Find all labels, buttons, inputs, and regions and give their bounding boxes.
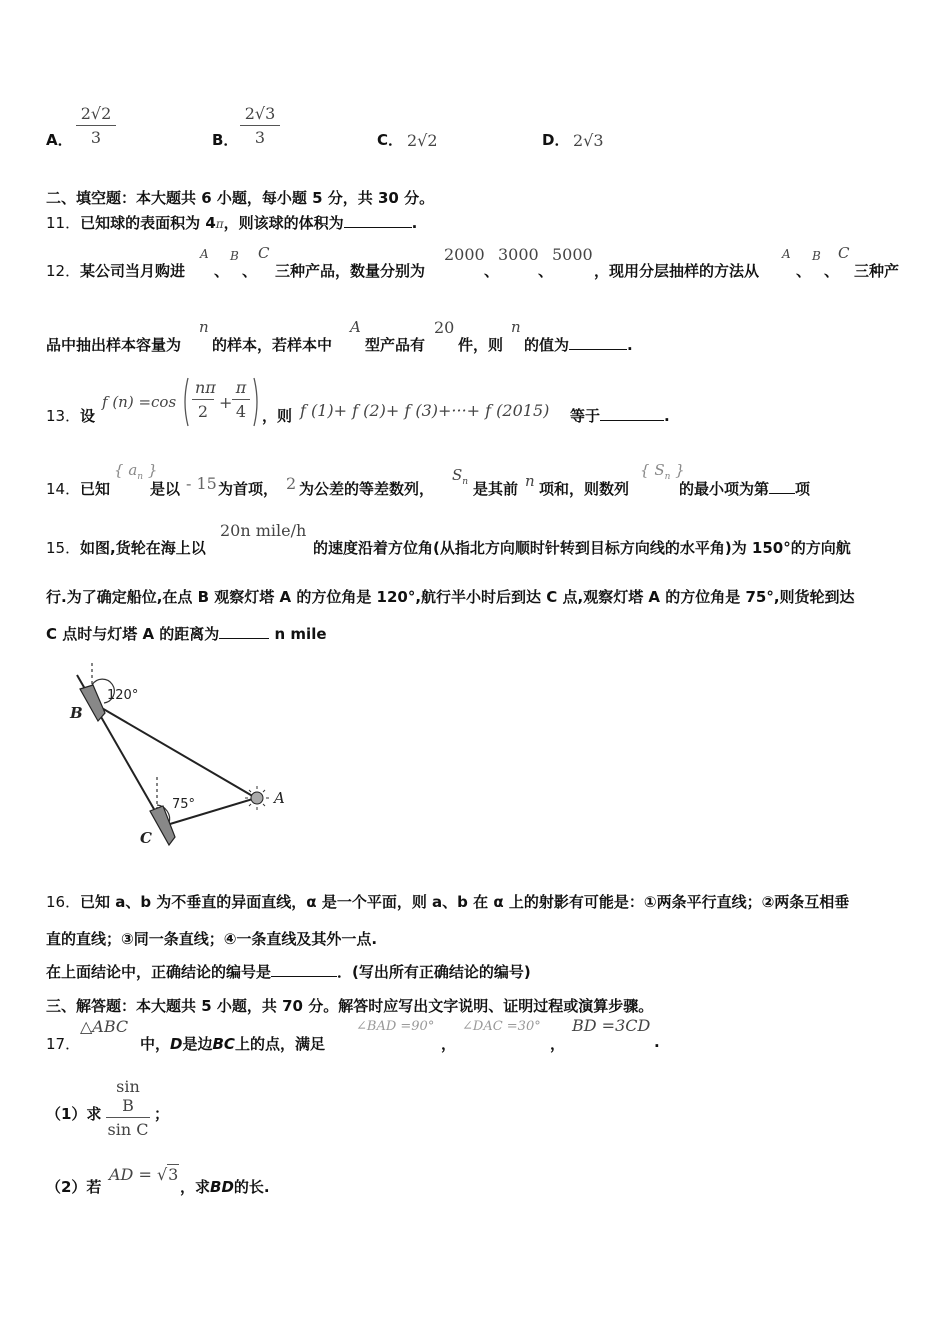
- option-b-denominator: 3: [254, 128, 266, 147]
- q14-text-1: 已知: [80, 480, 111, 498]
- q12-text-1: 某公司当月购进: [80, 262, 186, 280]
- product-b: B: [812, 249, 821, 263]
- answer-blank[interactable]: [569, 335, 627, 350]
- q16-text-3-label: 在上面结论中，正确结论的编号是: [46, 963, 272, 981]
- question-number: 11．: [46, 214, 81, 232]
- q14-text-5: 是其前: [473, 480, 519, 498]
- q17-text-3: 上的点，满足: [234, 1035, 325, 1053]
- sequence-s-n: { $S_n$ }: [640, 461, 685, 482]
- ad-length: [109, 1164, 179, 1184]
- denominator-sin-c: sin C: [107, 1120, 149, 1139]
- sight-line-ba: [100, 707, 256, 798]
- left-paren: [180, 376, 190, 428]
- q14-text-3: 为首项，: [218, 480, 279, 498]
- q13-text-3-label: 等于: [570, 407, 601, 425]
- quantity-5000: 5000: [552, 245, 593, 264]
- sample-size-n: n: [511, 318, 521, 336]
- condition-dac-30: ∠DAC =30°: [462, 1019, 541, 1034]
- s: S: [654, 461, 665, 479]
- sequence-a-n: { $a_n$ }: [114, 461, 158, 482]
- product-a: A: [782, 247, 791, 261]
- option-c-value: 2√2: [407, 131, 438, 150]
- question-11: [46, 212, 417, 233]
- denominator: 2: [197, 402, 209, 421]
- q13-text-1: 设: [80, 407, 96, 425]
- product-c: C: [258, 244, 270, 262]
- q17-text-1: 中，: [140, 1035, 171, 1053]
- function-definition: f (n) =cos: [102, 393, 177, 411]
- q16-text-3: [46, 961, 531, 982]
- plus-sign: +: [219, 393, 233, 412]
- numerator: nπ: [195, 378, 216, 397]
- common-difference: 2: [286, 474, 297, 493]
- sample-size-n: n: [199, 318, 209, 336]
- period: .: [654, 1033, 660, 1051]
- numerator: π: [235, 378, 247, 397]
- q17-part-1: （1）求: [46, 1105, 102, 1123]
- n-variable: n: [525, 472, 535, 490]
- answer-blank[interactable]: [600, 406, 664, 421]
- q17-text: [140, 1033, 325, 1054]
- segment-bd: BD: [210, 1178, 234, 1196]
- q11-text: 已知球的表面积为 4: [80, 214, 216, 232]
- a: a: [128, 461, 138, 479]
- q13-text-2: ，则: [262, 407, 293, 425]
- separator: 、: [538, 262, 554, 280]
- q12-text-9: [524, 334, 633, 355]
- angle-label-75: 75°: [172, 797, 196, 812]
- option-b-fraction: [240, 104, 280, 147]
- option-a-denominator: 3: [90, 128, 102, 147]
- q14-text-2: 是以: [150, 480, 181, 498]
- option-a-fraction: [76, 104, 116, 147]
- q13-number: 13．: [46, 407, 81, 425]
- q12-text-7: 型产品有: [365, 336, 426, 354]
- speed: 20n mile/h: [220, 521, 307, 540]
- condition-bd-3cd: BD =3CD: [572, 1016, 651, 1035]
- lighthouse-icon: [251, 792, 263, 804]
- answer-blank[interactable]: [271, 962, 337, 977]
- q14-number: 14．: [46, 480, 81, 498]
- q12-text-5: 品中抽出样本容量为: [46, 336, 182, 354]
- fraction-pi-over-4: [232, 378, 250, 421]
- option-a-numerator: 2√2: [80, 104, 112, 123]
- q15-text-4: [46, 623, 327, 644]
- q14-text-8: 项: [795, 480, 811, 498]
- denominator: 4: [235, 402, 247, 421]
- q17-text-2: 是边: [182, 1035, 213, 1053]
- product-c: C: [838, 244, 850, 262]
- q16-text-4: ．(写出所有正确结论的编号): [337, 963, 531, 981]
- q12-text-3: ，现用分层抽样的方法从: [594, 262, 760, 280]
- ad-equals: AD =: [109, 1165, 152, 1184]
- q12-text-6: 的样本，若样本中: [212, 336, 333, 354]
- q14-text-7-label: 的最小项为第: [679, 480, 770, 498]
- point-label-b: B: [70, 704, 83, 722]
- angle-label-120: 120°: [107, 688, 139, 703]
- q16-text-1: 已知 a、b 为不垂直的异面直线，α 是一个平面，则 a、b 在 α 上的射影有可能是：①两条平行直线；②两条互相垂: [80, 893, 850, 911]
- q14-text-4: 为公差的等差数列，: [299, 480, 435, 498]
- sum-expression: f (1)+ f (2)+ f (3)+···+ f (2015): [300, 401, 550, 420]
- q15-number: 15．: [46, 539, 81, 557]
- ship-b-icon: [80, 685, 105, 721]
- pi-symbol: π: [215, 217, 224, 231]
- condition-bad-90: ∠BAD =90°: [356, 1019, 435, 1034]
- separator: 、: [484, 262, 500, 280]
- separator: 、: [242, 262, 258, 280]
- option-d-value: 2√3: [573, 131, 604, 150]
- q12-text-2: 三种产品，数量分别为: [275, 262, 426, 280]
- product-b: B: [230, 249, 239, 263]
- q15-text-1: 如图,货轮在海上以: [80, 539, 206, 557]
- q17-number: 17．: [46, 1035, 81, 1053]
- q15-text-4-label: C 点时与灯塔 A 的距离为: [46, 625, 220, 643]
- q15-text-3: 行.为了确定船位,在点 B 观察灯塔 A 的方位角是 120°,航行半小时后到达 C 点,观察灯塔 A 的方位角是 75°,则货轮到达: [46, 588, 855, 606]
- period: .: [664, 407, 670, 425]
- q16-number: 16．: [46, 893, 81, 911]
- q17-part-2: （2）若: [46, 1178, 102, 1196]
- section-heading-fill-in: 二、填空题：本大题共 6 小题，每小题 5 分，共 30 分。: [46, 189, 435, 207]
- right-paren: [252, 376, 262, 428]
- subscript-n: n: [462, 477, 469, 487]
- option-c-label[interactable]: C．: [377, 131, 404, 149]
- triangle-abc: △ABC: [80, 1017, 129, 1036]
- separator: 、: [214, 262, 230, 280]
- answer-blank[interactable]: [769, 479, 795, 494]
- side-bc: BC: [212, 1035, 235, 1053]
- q17-part-2-text: [180, 1176, 270, 1197]
- q17-part-2-end: 的长.: [233, 1178, 270, 1196]
- first-term: - 15: [186, 474, 217, 493]
- product-a: A: [200, 247, 209, 261]
- point-label-c: C: [140, 829, 152, 847]
- subscript-n: n: [664, 472, 671, 482]
- q14-text-6: 项和，则数列: [539, 480, 630, 498]
- radicand: 3: [168, 1165, 179, 1184]
- subscript-n: n: [137, 472, 144, 482]
- unit: n mile: [274, 625, 327, 643]
- q11-text-2: ，则该球的体积为: [223, 214, 344, 232]
- numerator-sin-b: sin B: [116, 1077, 140, 1115]
- q17-part-2-ask: ，求: [180, 1178, 211, 1196]
- q14-text-7: [679, 478, 810, 499]
- period: .: [411, 214, 418, 232]
- comma: ，: [441, 1035, 457, 1053]
- option-a-label[interactable]: A．: [46, 131, 73, 149]
- section-heading-solutions: 三、解答题：本大题共 5 小题，共 70 分。解答时应写出文字说明、证明过程或演算步骤。: [46, 997, 654, 1015]
- answer-blank[interactable]: [219, 624, 269, 639]
- q12-number: 12．: [46, 262, 81, 280]
- quantity-2000: 2000: [444, 245, 485, 264]
- sqrt-icon: √: [156, 1165, 168, 1184]
- point-d: D: [170, 1035, 183, 1053]
- point-label-a: A: [274, 789, 285, 807]
- option-d-label[interactable]: D．: [542, 131, 570, 149]
- quantity-3000: 3000: [498, 245, 539, 264]
- navigation-figure: [60, 655, 310, 855]
- ratio-sinb-sinc: [106, 1077, 150, 1139]
- q15-text-2: 的速度沿着方位角(从指北方向顺时针转到目标方向线的水平角)为 150°的方向航: [313, 539, 851, 557]
- period: .: [627, 336, 633, 354]
- partial-sum-s-n: [452, 466, 468, 487]
- answer-blank[interactable]: [344, 213, 412, 228]
- option-b-label[interactable]: B．: [212, 131, 239, 149]
- q12-text-8: 件，则: [458, 336, 504, 354]
- q12-text-4: 三种产: [854, 262, 900, 280]
- q12-text-9-label: 的值为: [524, 336, 570, 354]
- option-b-numerator: 2√3: [244, 104, 276, 123]
- count-20: 20: [434, 318, 455, 337]
- q13-text-3: [570, 405, 670, 426]
- separator: 、: [824, 262, 840, 280]
- semicolon: ；: [154, 1105, 170, 1123]
- product-a: A: [350, 318, 361, 336]
- comma: ，: [550, 1035, 566, 1053]
- s: S: [452, 466, 463, 484]
- fraction-n-pi-over-2: [192, 378, 214, 421]
- q16-text-2: 直的直线；③同一条直线；④一条直线及其外一点.: [46, 930, 378, 948]
- separator: 、: [796, 262, 812, 280]
